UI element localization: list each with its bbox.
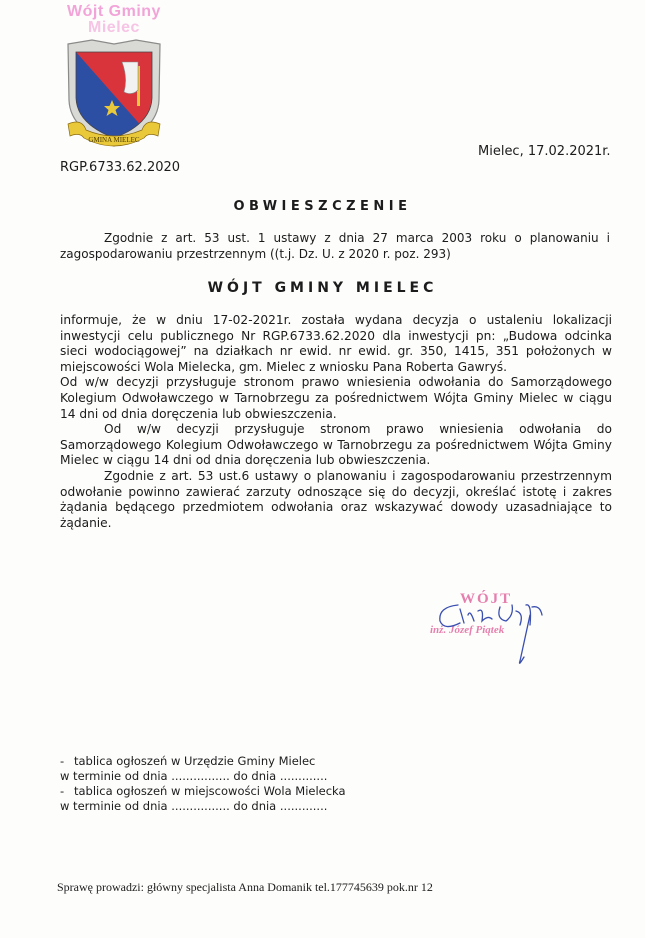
- legal-basis: [60, 230, 610, 262]
- stamp-line-1: Wójt Gminy: [67, 3, 161, 20]
- legal-basis-text: Zgodnie z art. 53 ust. 1 ustawy z dnia 27 marca 2003 roku o planowaniu i zagospodarowaniu przestrzennym ((t.j. Dz. U. z 2020 r. poz. 293): [60, 231, 610, 261]
- reference-number: RGP.6733.62.2020: [60, 160, 181, 175]
- posting-item: [60, 784, 346, 799]
- stamp-title: [44, 4, 184, 36]
- notice-body: [60, 313, 612, 531]
- crest-ribbon-text: GMINA MIELEC: [88, 136, 140, 144]
- paragraph-appeal-2: [60, 422, 612, 469]
- signature-name-stamp: inż. Józef Piątek: [430, 624, 505, 636]
- place-date: Mielec, 17.02.2021r.: [478, 144, 611, 159]
- stamp-line-2: Mielec: [88, 19, 140, 36]
- authority-heading: WÓJT GMINY MIELEC: [207, 280, 438, 296]
- signature-block: [420, 585, 590, 665]
- document-title: OBWIESZCZENIE: [233, 199, 412, 214]
- posting-place: tablica ogłoszeń w Urzędzie Gminy Mielec: [74, 754, 316, 768]
- posting-place: tablica ogłoszeń w miejscowości Wola Mielecka: [74, 784, 346, 798]
- posting-term: w terminie od dnia ................ do dnia .............: [60, 769, 328, 783]
- signature-title-stamp: WÓJT: [460, 591, 513, 607]
- paragraph-appeal-requirements-text: Zgodnie z art. 53 ust.6 ustawy o planowaniu i zagospodarowaniu przestrzennym odwołanie powinno zawierać zarzuty odnoszące się do decyzji, określać istotę i zakres żądania będącego przedmiotem odwołania oraz wskazywać dowody uzasadniające to żądanie.: [60, 468, 612, 530]
- paragraph-appeal-2-text: Od w/w decyzji przysługuje stronom prawo wniesienia odwołania do Samorządowego Kolegium Odwoławczego w Tarnobrzegu za pośrednictwem Wójta Gminy Mielec w ciągu 14 dni od dnia doręczenia lub obwieszczenia.: [60, 422, 612, 468]
- bullet-dash: -: [60, 784, 65, 798]
- handwritten-signature-icon: [420, 585, 590, 665]
- case-handler-contact: Sprawę prowadzi: główny specjalista Anna Domanik tel.177745639 pok.nr 12: [57, 880, 433, 894]
- posting-term: w terminie od dnia ................ do dnia .............: [60, 799, 328, 813]
- posting-list: [60, 754, 346, 814]
- paragraph-decision: informuje, że w dniu 17-02-2021r. została wydana decyzja o ustaleniu lokalizacji inwestycji celu publicznego Nr RGP.6733.62.2020 dla inwestycji pn: „Budowa odcinka sieci wodociągowej” na działkach nr ewid. nr ewid. gr. 350, 1415, 351 położonych w miejscowości Wola Mielecka, gm. Mielec z wniosku Pana Roberta Gawryś.: [60, 313, 612, 374]
- coat-of-arms-icon: [62, 38, 166, 152]
- paragraph-appeal-requirements: [60, 469, 612, 531]
- posting-item: [60, 754, 346, 769]
- bullet-dash: -: [60, 754, 65, 768]
- paragraph-appeal-1: Od w/w decyzji przysługuje stronom prawo wniesienia odwołania do Samorządowego Kolegium Odwoławczego w Tarnobrzegu za pośrednictwem Wójta Gminy Mielec w ciągu 14 dni od dnia doręczenia lub obwieszczenia.: [60, 375, 612, 421]
